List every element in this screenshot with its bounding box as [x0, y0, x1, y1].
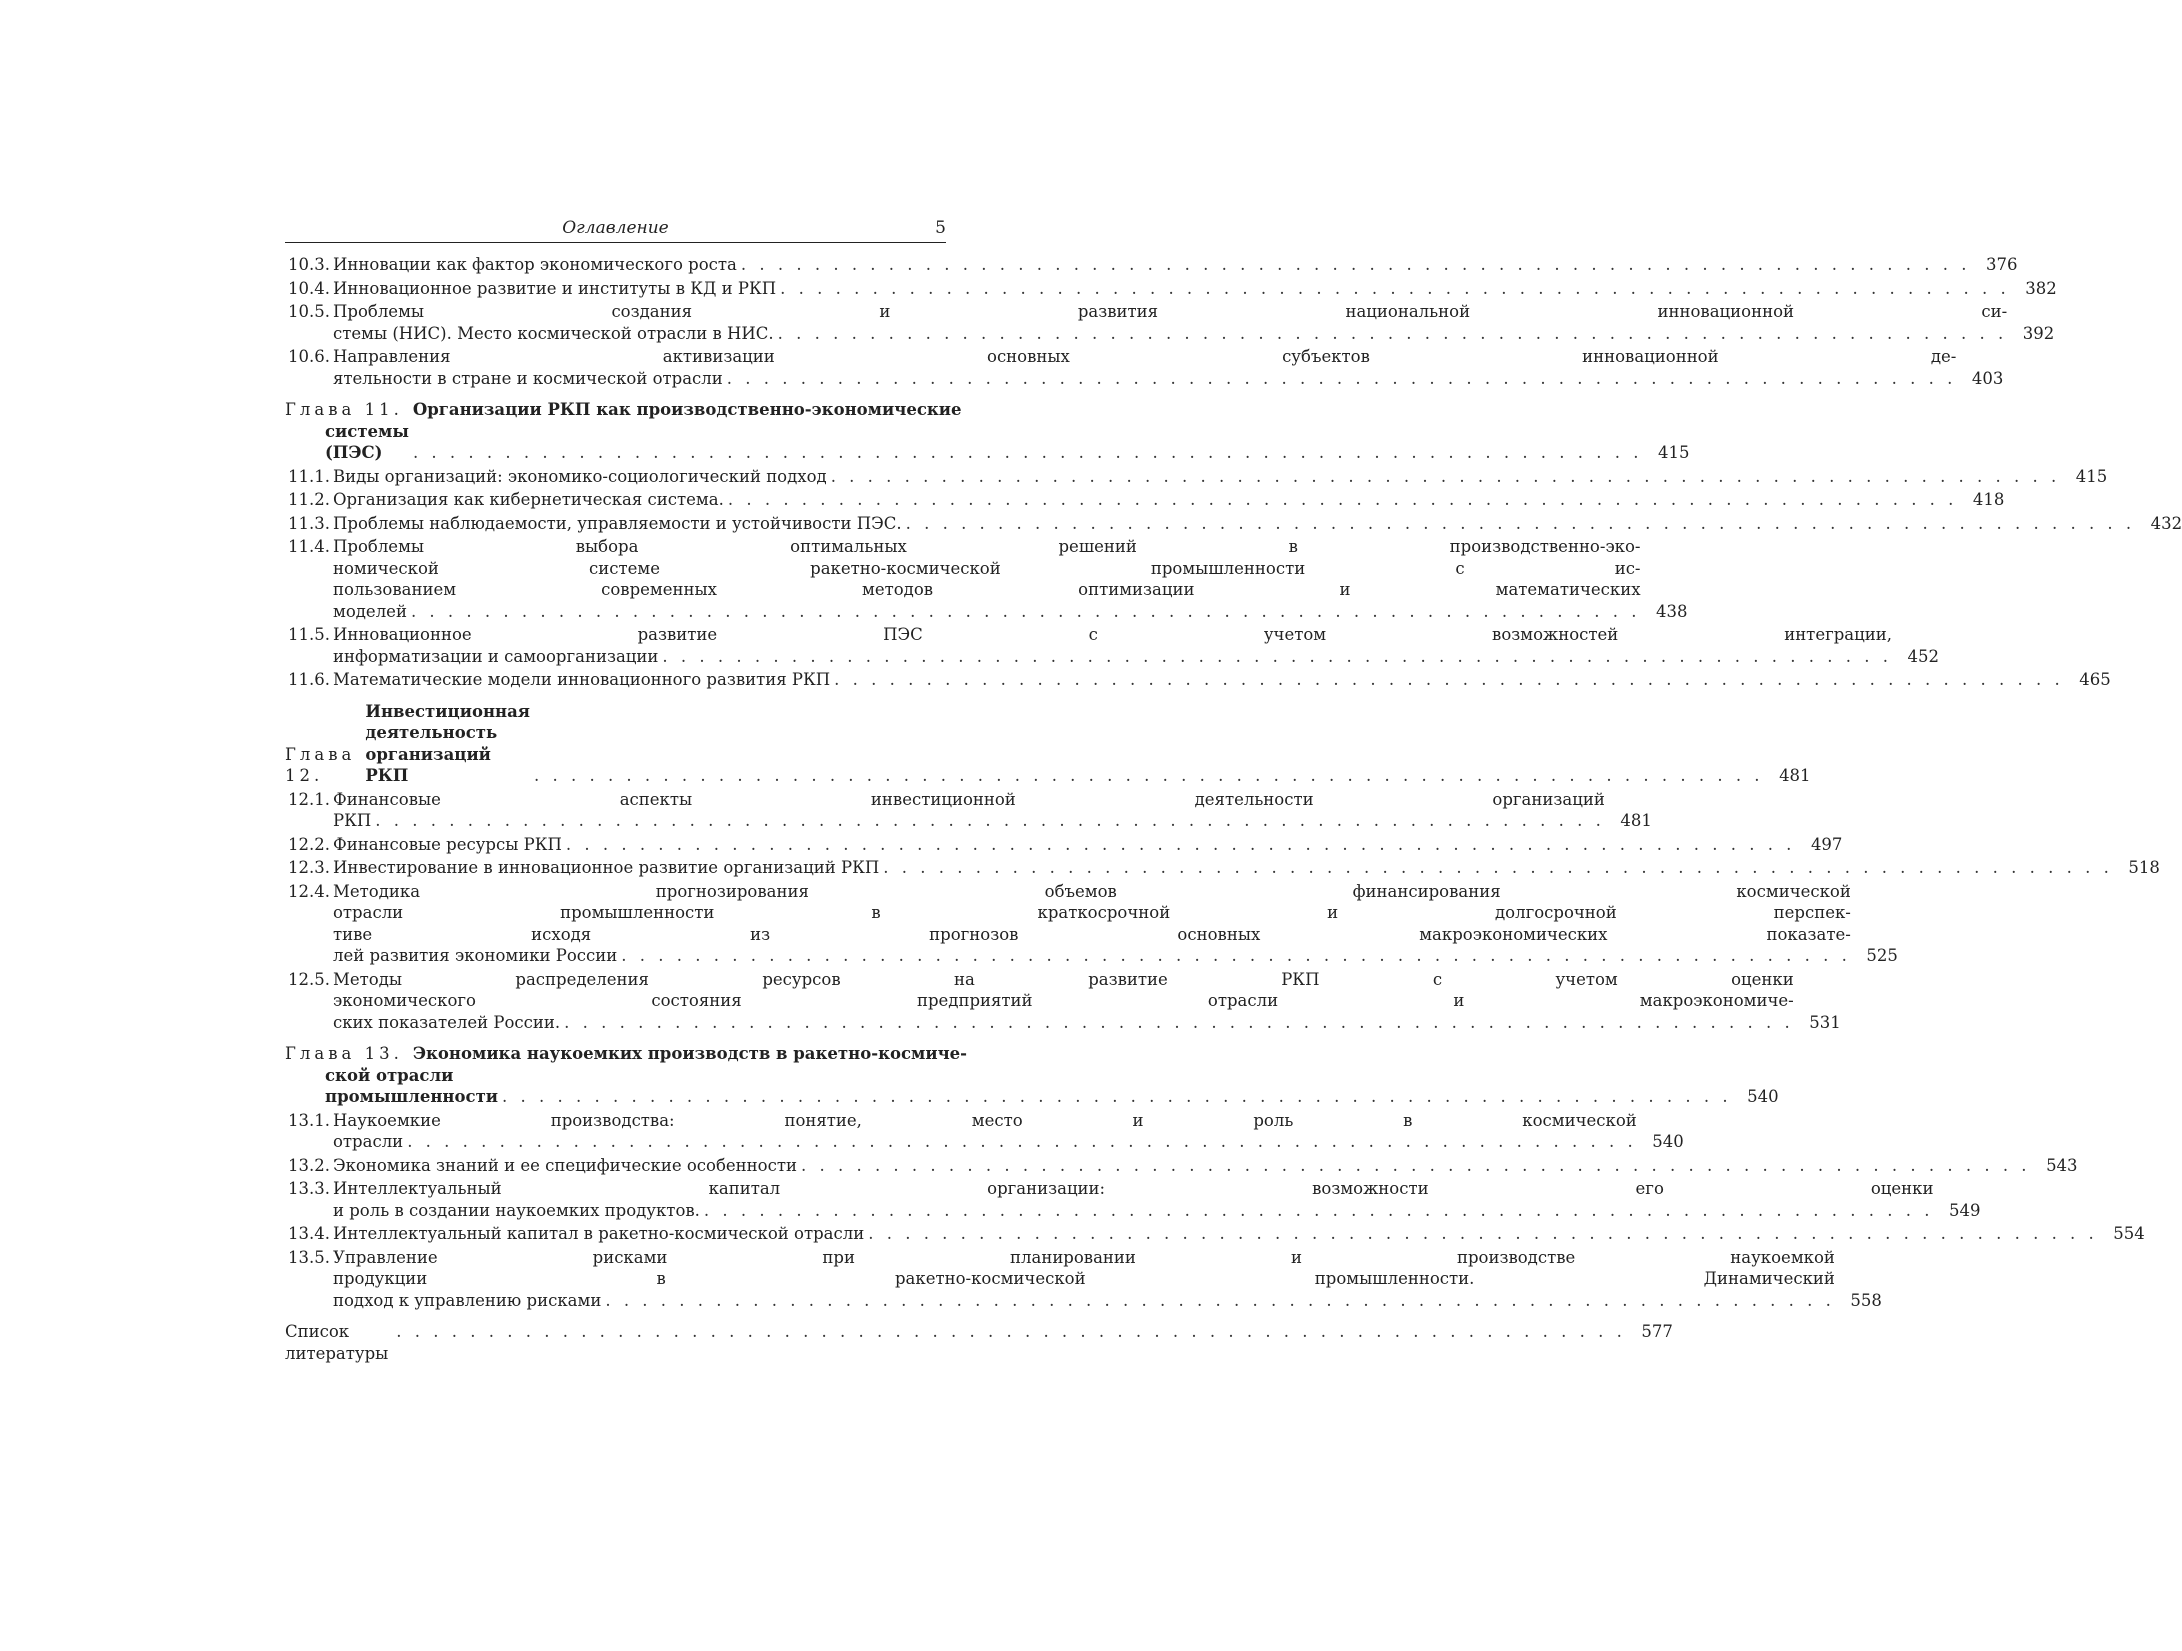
section-title-last-line: и роль в создании наукоемких продуктов.	[333, 1200, 700, 1220]
table-of-contents	[285, 254, 2182, 1364]
toc-entry	[285, 1178, 1981, 1221]
section-title-last-line: Инновации как фактор экономического роста	[333, 255, 737, 274]
section-number: 11.5.	[288, 625, 330, 644]
section-title-last-line: Финансовые ресурсы РКП	[333, 834, 562, 854]
section-title-last-line: Математические модели инновационного развития РКП	[333, 670, 831, 689]
dot-leader: . . . . . . . . . . . . . . . . . . . . . . . . . . . . . . . . . . . . . . . . . . . . . . . . . . . . . . . . . . . . . . . . . . .	[740, 255, 1971, 274]
section-title	[333, 834, 1795, 856]
section-title	[333, 881, 1851, 967]
section-title-line: Направления активизации основных субъектов инновационной де-	[333, 347, 1957, 366]
toc-entry	[285, 466, 2108, 488]
section-page: 540	[1652, 1132, 1684, 1151]
section-page: 432	[2150, 513, 2182, 533]
dot-leader: . . . . . . . . . . . . . . . . . . . . . . . . . . . . . . . . . . . . . . . . . . . . . . . . . . . . . . . . . . . . . . . . . . .	[605, 1290, 1835, 1310]
section-title-line: Наукоемкие производства: понятие, место и роль в космической	[333, 1110, 1637, 1130]
section-title	[333, 1155, 2031, 1177]
section-number: 10.5.	[288, 302, 330, 321]
dot-leader: . . . . . . . . . . . . . . . . . . . . . . . . . . . . . . . . . . . . . . . . . . . . . . . . . . . . . . . . . . . . . . . . . . .	[834, 670, 2064, 689]
dot-leader: . . . . . . . . . . . . . . . . . . . . . . . . . . . . . . . . . . . . . . . . . . . . . . . . . . . . . . . . . . . . . . . . . . .	[410, 601, 1641, 621]
chapter-label: Глава 13.	[285, 1044, 403, 1063]
section-title-last-line: Организация как кибернетическая система.	[333, 490, 724, 509]
section-page: 481	[1620, 811, 1652, 830]
section-title-line: Методы распределения ресурсов на развитие РКП с учетом оценки	[333, 969, 1794, 989]
section-title-line: Методика прогнозирования объемов финансирования космической	[333, 881, 1851, 901]
chapter-title: Организации РКП как производственно-экономические	[412, 400, 962, 419]
toc-entry	[285, 969, 1841, 1034]
dot-leader: . . . . . . . . . . . . . . . . . . . . . . . . . . . . . . . . . . . . . . . . . . . . . . . . . . . . . . . . . . . . . . . . . . .	[396, 1322, 1626, 1341]
section-title	[333, 969, 1794, 1034]
chapter-12	[285, 701, 1811, 787]
section-page: 497	[1810, 834, 1843, 854]
section-number: 13.5.	[288, 1247, 330, 1267]
section-number: 11.4.	[288, 537, 330, 556]
section-number: 11.1.	[288, 466, 330, 486]
section-title	[333, 1178, 1934, 1221]
dot-leader: . . . . . . . . . . . . . . . . . . . . . . . . . . . . . . . . . . . . . . . . . . . . . . . . . . . . . . . . . . . . . . . . . . .	[727, 490, 1958, 509]
toc-entry	[285, 1223, 2145, 1245]
section-page: 382	[2025, 278, 2057, 298]
section-title-line: Проблемы создания и развития национальной инновационной си-	[333, 302, 2008, 321]
section-page: 376	[1985, 255, 2018, 274]
literature-entry	[285, 1321, 1673, 1364]
chapter-title-cont: ской отрасли промышленности	[325, 1065, 499, 1106]
chapter-title: Инвестиционная деятельность организаций РКП	[365, 701, 530, 785]
section-title-last-line: Экономика знаний и ее специфические особенности	[333, 1155, 797, 1175]
section-title-last-line: Виды организаций: экономико-социологический подход	[333, 466, 827, 486]
dot-leader: . . . . . . . . . . . . . . . . . . . . . . . . . . . . . . . . . . . . . . . . . . . . . . . . . . . . . . . . . . . . . . . . . . .	[564, 1012, 1794, 1032]
dot-leader: . . . . . . . . . . . . . . . . . . . . . . . . . . . . . . . . . . . . . . . . . . . . . . . . . . . . . . . . . . . . . . . . . . .	[565, 834, 1796, 854]
section-title	[333, 513, 2135, 535]
section-title	[333, 301, 2007, 344]
section-title	[333, 1110, 1637, 1153]
section-title-last-line: отрасли	[333, 1132, 404, 1151]
chapter-title-cont: системы (ПЭС)	[325, 421, 409, 462]
dot-leader: . . . . . . . . . . . . . . . . . . . . . . . . . . . . . . . . . . . . . . . . . . . . . . . . . . . . . . . . . . . . . . . . . . .	[905, 513, 2136, 533]
section-title-last-line: стемы (НИС). Место космической отрасли в НИС.	[333, 323, 774, 343]
section-title-line: отрасли промышленности в краткосрочной и долгосрочной перспек-	[333, 903, 1851, 922]
section-title-last-line: ских показателей России.	[333, 1012, 561, 1032]
toc-entry	[285, 278, 2057, 300]
section-title-line: Проблемы выбора оптимальных решений в производственно-эко-	[333, 537, 1641, 556]
section-page: 543	[2046, 1155, 2078, 1175]
section-title-line: Финансовые аспекты инвестиционной деятельности организаций	[333, 789, 1605, 809]
literature-page: 577	[1641, 1322, 1673, 1341]
section-title-line: экономического состояния предприятий отрасли и макроэкономиче-	[333, 991, 1794, 1010]
section-number: 11.2.	[288, 490, 330, 509]
section-title	[333, 466, 2060, 488]
section-title-line: пользованием современных методов оптимизации и математических	[333, 580, 1641, 599]
section-title-line: Инновационное развитие ПЭС с учетом возможностей интеграции,	[333, 625, 1892, 644]
toc-entry	[285, 1110, 1684, 1153]
section-title-line: номической системе ракетно-космической промышленности с ис-	[333, 558, 1641, 578]
dot-leader: . . . . . . . . . . . . . . . . . . . . . . . . . . . . . . . . . . . . . . . . . . . . . . . . . . . . . . . . . . . . . . . . . . .	[726, 368, 1957, 388]
toc-entry	[285, 624, 1939, 667]
section-title	[333, 536, 1641, 622]
toc-entry	[285, 1247, 1882, 1312]
dot-leader: . . . . . . . . . . . . . . . . . . . . . . . . . . . . . . . . . . . . . . . . . . . . . . . . . . . . . . . . . . . . . . . . . . .	[407, 1132, 1637, 1151]
dot-leader: . . . . . . . . . . . . . . . . . . . . . . . . . . . . . . . . . . . . . . . . . . . . . . . . . . . . . . . . . . . . . . . . . . .	[800, 1155, 2031, 1175]
chapter-11	[285, 399, 1690, 464]
chapter-title: Экономика наукоемких производств в ракетно-космиче-	[412, 1044, 968, 1063]
section-group	[285, 466, 2182, 691]
section-page: 392	[2022, 323, 2055, 343]
section-page: 518	[2128, 858, 2160, 877]
toc-entry	[285, 834, 1843, 856]
section-title-last-line: Инновационное развитие и институты в КД и РКП	[333, 278, 777, 298]
section-title-line: Интеллектуальный капитал организации: возможности его оценки	[333, 1179, 1934, 1198]
section-number: 13.3.	[288, 1179, 330, 1198]
dot-leader: . . . . . . . . . . . . . . . . . . . . . . . . . . . . . . . . . . . . . . . . . . . . . . . . . . . . . . . . . . . . . . . . . . .	[830, 466, 2061, 486]
section-title-last-line: подход к управлению рисками	[333, 1290, 602, 1310]
toc-entry	[285, 1155, 2078, 1177]
chapter-page: 481	[1779, 766, 1811, 785]
chapter-13	[285, 1043, 1779, 1108]
section-title-last-line: информатизации и самоорганизации	[333, 646, 659, 666]
section-number: 10.3.	[288, 255, 330, 274]
section-title-line: Управление рисками при планировании и производстве наукоемкой	[333, 1247, 1835, 1267]
toc-entry	[285, 789, 1652, 832]
dot-leader: . . . . . . . . . . . . . . . . . . . . . . . . . . . . . . . . . . . . . . . . . . . . . . . . . . . . . . . . . . . . . . . . . . .	[883, 858, 2113, 877]
section-title-line: тиве исходя из прогнозов основных макроэкономических показате-	[333, 924, 1851, 944]
section-title	[333, 346, 1956, 389]
section-page: 438	[1656, 601, 1688, 621]
section-title	[333, 857, 2113, 879]
section-page: 403	[1971, 368, 2004, 388]
section-title	[333, 254, 1970, 276]
section-title	[333, 624, 1892, 667]
section-page: 558	[1850, 1290, 1882, 1310]
dot-leader: . . . . . . . . . . . . . . . . . . . . . . . . . . . . . . . . . . . . . . . . . . . . . . . . . . . . . . . . . . . . . . . . . . .	[621, 946, 1851, 965]
toc-entry	[285, 254, 2018, 276]
dot-leader: . . . . . . . . . . . . . . . . . . . . . . . . . . . . . . . . . . . . . . . . . . . . . . . . . . . . . . . . . . . . . . . . . . .	[375, 811, 1605, 830]
toc-entry	[285, 536, 1688, 622]
section-title	[333, 489, 1957, 511]
literature-label: Список литературы	[285, 1322, 389, 1363]
section-title-last-line: моделей	[333, 601, 407, 621]
dot-leader: . . . . . . . . . . . . . . . . . . . . . . . . . . . . . . . . . . . . . . . . . . . . . . . . . . . . . . . . . . . . . . . . . . .	[412, 443, 1643, 462]
section-page: 525	[1866, 946, 1898, 965]
section-number: 13.1.	[288, 1110, 330, 1130]
section-title-last-line: Проблемы наблюдаемости, управляемости и устойчивости ПЭС.	[333, 513, 902, 533]
section-title	[333, 1247, 1835, 1312]
chapter-page: 540	[1747, 1087, 1779, 1106]
section-title-line: продукции в ракетно-космической промышленности. Динамический	[333, 1269, 1835, 1288]
section-title-last-line: РКП	[333, 811, 372, 830]
section-title	[333, 669, 2064, 691]
chapter-label: Глава 12.	[285, 744, 356, 785]
toc-entry	[285, 301, 2055, 344]
dot-leader: . . . . . . . . . . . . . . . . . . . . . . . . . . . . . . . . . . . . . . . . . . . . . . . . . . . . . . . . . . . . . . . . . . .	[662, 646, 1892, 666]
toc-entry	[285, 513, 2182, 535]
section-title	[333, 1223, 2098, 1245]
dot-leader: . . . . . . . . . . . . . . . . . . . . . . . . . . . . . . . . . . . . . . . . . . . . . . . . . . . . . . . . . . . . . . . . . . .	[703, 1200, 1934, 1220]
dot-leader: . . . . . . . . . . . . . . . . . . . . . . . . . . . . . . . . . . . . . . . . . . . . . . . . . . . . . . . . . . . . . . . . . . .	[868, 1224, 2098, 1243]
section-title-last-line: Инвестирование в инновационное развитие организаций РКП	[333, 858, 880, 877]
dot-leader: . . . . . . . . . . . . . . . . . . . . . . . . . . . . . . . . . . . . . . . . . . . . . . . . . . . . . . . . . . . . . . . . . . .	[780, 278, 2010, 298]
section-group	[285, 254, 2057, 389]
section-number: 13.2.	[288, 1155, 330, 1175]
toc-entry	[285, 881, 1898, 967]
section-title-last-line: ятельности в стране и космической отрасли	[333, 368, 723, 388]
section-page: 418	[1972, 490, 2005, 509]
section-number: 12.3.	[288, 858, 330, 877]
toc-page	[285, 212, 2182, 1364]
section-page: 415	[2075, 466, 2108, 486]
toc-entry	[285, 489, 2005, 511]
section-number: 10.4.	[288, 278, 330, 298]
section-group	[285, 789, 2160, 1034]
section-page: 549	[1949, 1200, 1981, 1220]
section-title-last-line: Интеллектуальный капитал в ракетно-космической отрасли	[333, 1224, 865, 1243]
section-number: 12.1.	[288, 789, 330, 809]
section-number: 12.2.	[288, 834, 330, 854]
section-title	[333, 278, 2010, 300]
section-title-last-line: лей развития экономики России	[333, 946, 618, 965]
page-number: 5	[935, 218, 946, 238]
running-head-title: Оглавление	[562, 218, 669, 238]
section-number: 11.3.	[288, 513, 330, 533]
section-page: 554	[2113, 1224, 2145, 1243]
toc-entry	[285, 346, 2004, 389]
dot-leader: . . . . . . . . . . . . . . . . . . . . . . . . . . . . . . . . . . . . . . . . . . . . . . . . . . . . . . . . . . . . . . . . . . .	[533, 766, 1764, 785]
section-group	[285, 1110, 2145, 1312]
section-page: 452	[1907, 646, 1939, 666]
chapter-page: 415	[1658, 443, 1690, 462]
dot-leader: . . . . . . . . . . . . . . . . . . . . . . . . . . . . . . . . . . . . . . . . . . . . . . . . . . . . . . . . . . . . . . . . . . .	[502, 1087, 1732, 1106]
section-page: 531	[1809, 1012, 1841, 1032]
section-title	[333, 789, 1605, 832]
running-head	[285, 212, 946, 243]
toc-entry	[285, 669, 2111, 691]
section-number: 11.6.	[288, 670, 330, 689]
dot-leader: . . . . . . . . . . . . . . . . . . . . . . . . . . . . . . . . . . . . . . . . . . . . . . . . . . . . . . . . . . . . . . . . . . .	[777, 323, 2008, 343]
section-page: 465	[2079, 670, 2111, 689]
chapter-label: Глава 11.	[285, 400, 403, 419]
section-number: 12.5.	[288, 969, 330, 989]
toc-entry	[285, 857, 2160, 879]
section-number: 12.4.	[288, 881, 330, 901]
section-number: 10.6.	[288, 347, 330, 366]
section-number: 13.4.	[288, 1224, 330, 1243]
